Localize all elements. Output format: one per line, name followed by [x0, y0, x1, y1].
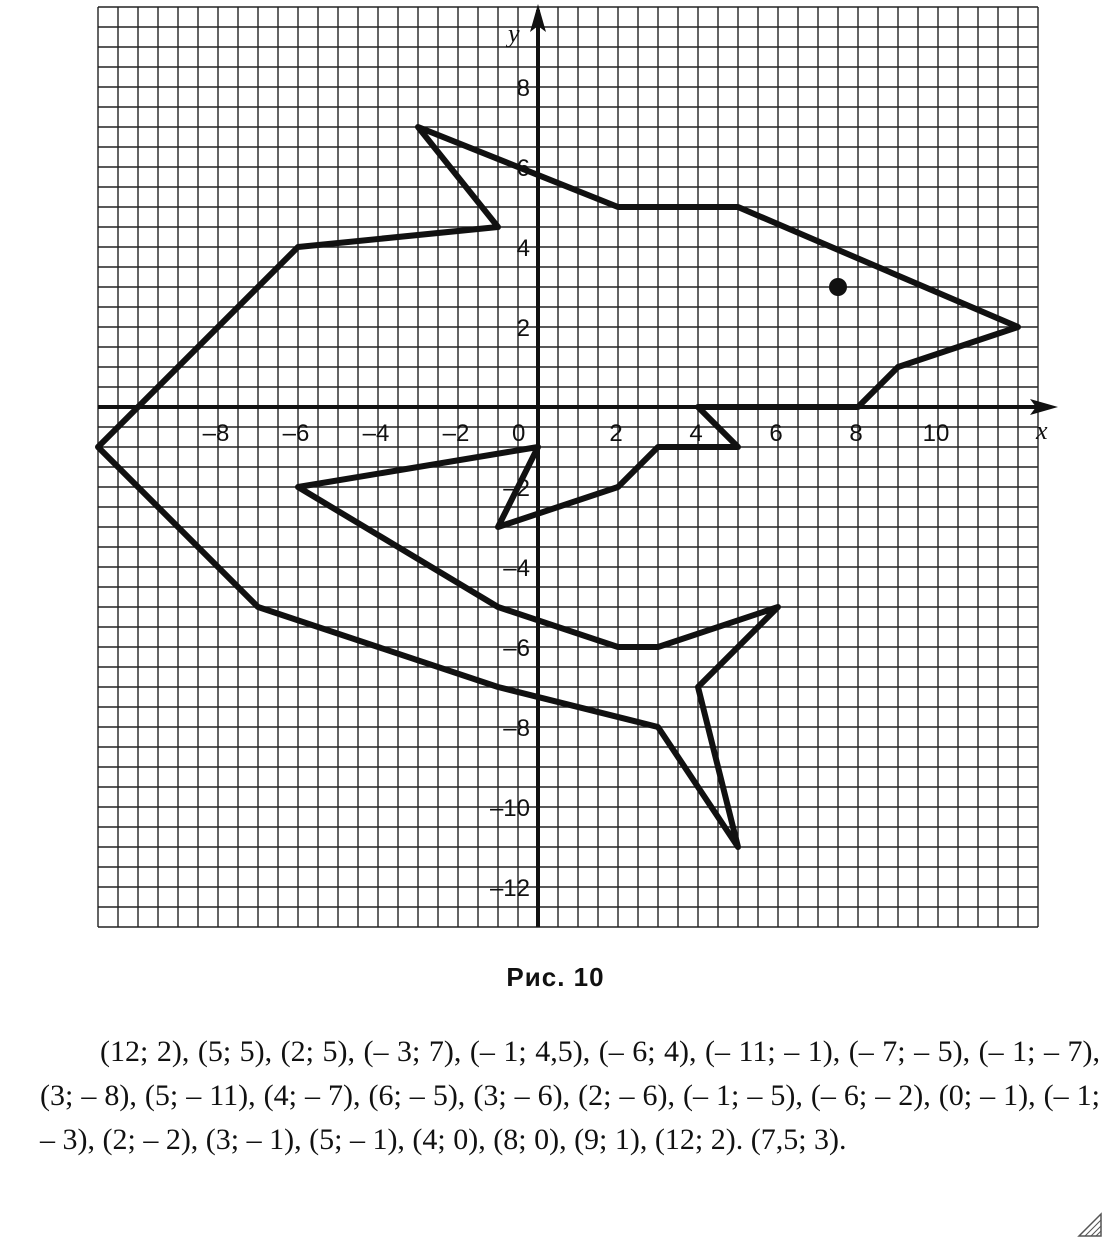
y-tick-label: 4 [516, 235, 530, 262]
origin-label: 0 [512, 420, 526, 447]
x-tick-label: –2 [442, 420, 470, 447]
x-tick-label: 6 [769, 420, 783, 447]
page-corner-icon [1077, 1212, 1103, 1238]
eye-point [829, 278, 847, 296]
x-tick-label: –8 [202, 420, 230, 447]
grid-lines [98, 7, 1038, 927]
figure-caption: Рис. 10 [506, 962, 605, 992]
y-tick-label: –2 [503, 475, 530, 502]
y-tick-label: –6 [503, 635, 530, 662]
points-list: (12; 2), (5; 5), (2; 5), (– 3; 7), (– 1; 4,5), (– 6; 4), (– 11; – 1), (– 7; – 5), (– 1; – 7), (3; – 8), (5; – 11), (4; – 7), (6; – 5), (3; – 6), (2; – 6), (– 1; – 5), (– 6; – 2), (0; – 1), (– 1; – 3), (2; – 2), (3; – 1), (5; – 1), (4; 0), (8; 0), (9; 1), (12; 2). (7,5; 3). [40, 1035, 1100, 1156]
y-tick-label: 2 [516, 315, 530, 342]
y-tick-label: 8 [516, 75, 530, 102]
y-tick-label: 6 [516, 155, 530, 182]
x-tick-label: –4 [362, 420, 390, 447]
x-tick-label: –6 [282, 420, 310, 447]
x-tick-label: 8 [849, 420, 863, 447]
y-tick-label: –4 [503, 555, 530, 582]
y-tick-label: –8 [503, 715, 530, 742]
y-tick-label: –10 [489, 795, 530, 822]
x-tick-label: 2 [609, 420, 623, 447]
x-tick-label: 10 [922, 420, 950, 447]
x-axis-name: x [1036, 416, 1048, 445]
y-tick-label: –12 [489, 875, 530, 902]
x-tick-label: 4 [689, 420, 703, 447]
y-axis-name: y [508, 19, 520, 48]
